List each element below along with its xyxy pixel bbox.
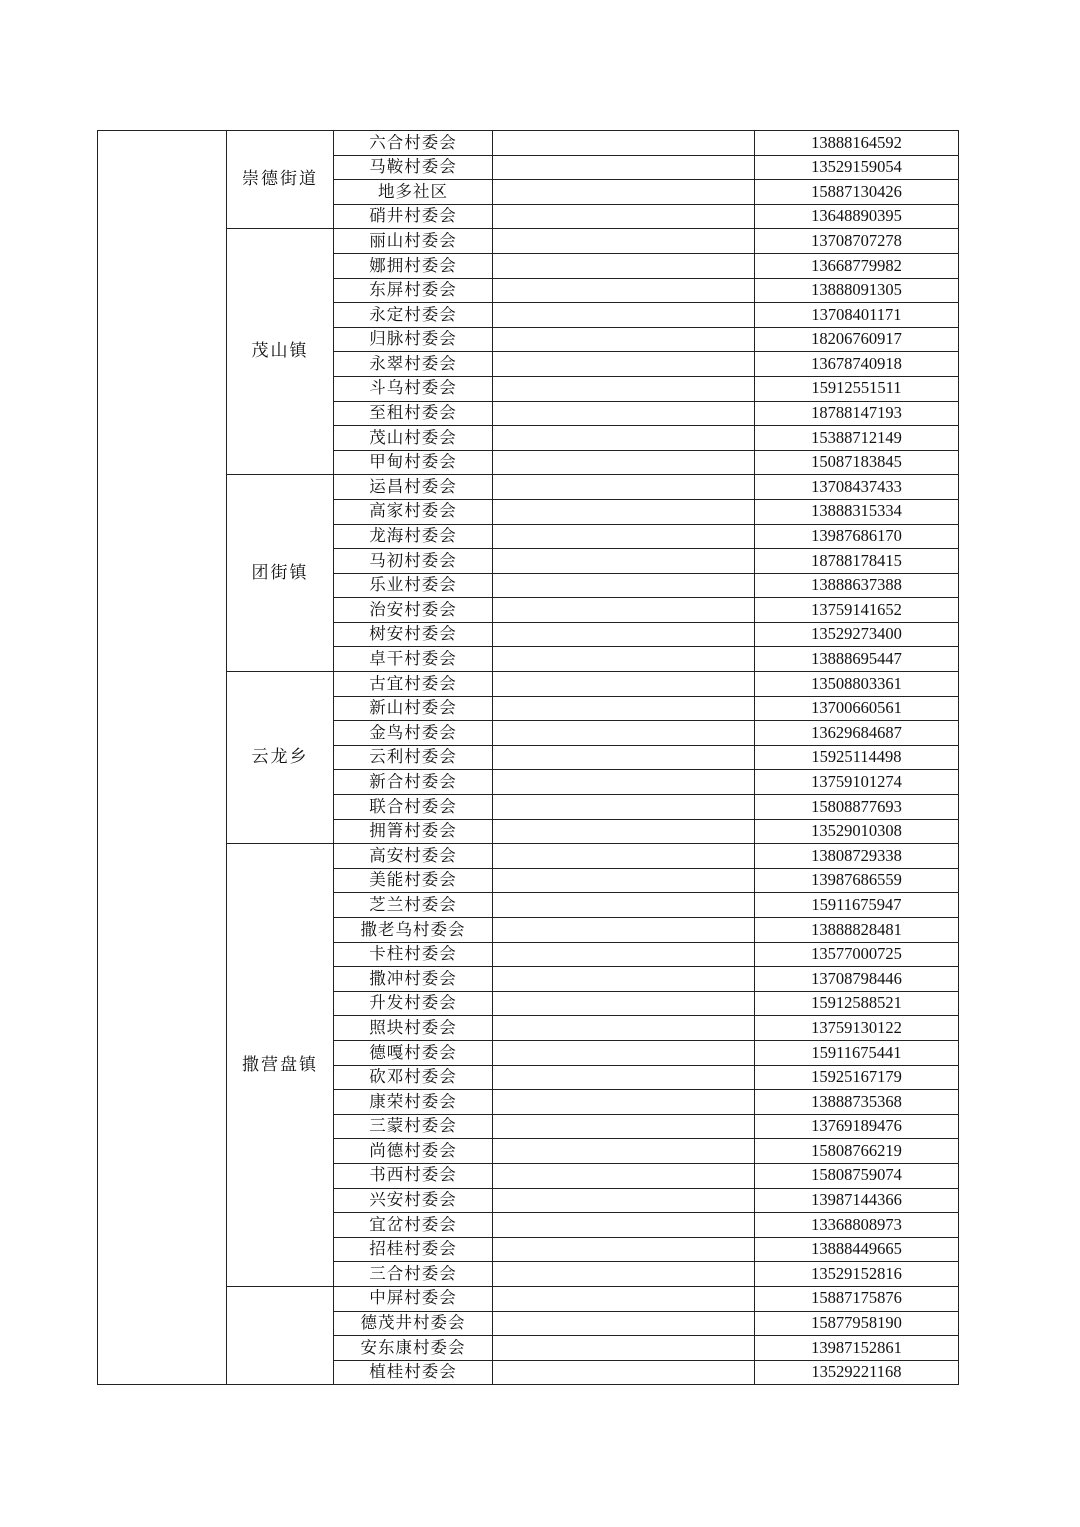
empty-cell bbox=[493, 1090, 755, 1115]
empty-cell bbox=[493, 524, 755, 549]
phone-number-cell: 13987144366 bbox=[755, 1188, 959, 1213]
phone-number-cell: 18206760917 bbox=[755, 327, 959, 352]
region-cell bbox=[98, 131, 227, 1385]
phone-number-cell: 13648890395 bbox=[755, 204, 959, 229]
village-name-cell: 硝井村委会 bbox=[334, 204, 493, 229]
village-name-cell: 马鞍村委会 bbox=[334, 155, 493, 180]
empty-cell bbox=[493, 1311, 755, 1336]
phone-number-cell: 13708798446 bbox=[755, 967, 959, 992]
phone-number-cell: 13759141652 bbox=[755, 598, 959, 623]
phone-number-cell: 15808766219 bbox=[755, 1139, 959, 1164]
phone-number-cell: 13529221168 bbox=[755, 1360, 959, 1385]
empty-cell bbox=[493, 549, 755, 574]
phone-number-cell: 13529273400 bbox=[755, 622, 959, 647]
village-name-cell: 招桂村委会 bbox=[334, 1237, 493, 1262]
phone-number-cell: 13708401171 bbox=[755, 303, 959, 328]
village-name-cell: 运昌村委会 bbox=[334, 475, 493, 500]
village-name-cell: 茂山村委会 bbox=[334, 426, 493, 451]
town-cell: 团街镇 bbox=[227, 475, 334, 672]
empty-cell bbox=[493, 696, 755, 721]
empty-cell bbox=[493, 303, 755, 328]
village-name-cell: 治安村委会 bbox=[334, 598, 493, 623]
empty-cell bbox=[493, 327, 755, 352]
village-name-cell: 古宜村委会 bbox=[334, 672, 493, 697]
phone-number-cell: 13888164592 bbox=[755, 131, 959, 156]
empty-cell bbox=[493, 1336, 755, 1361]
phone-number-cell: 13888735368 bbox=[755, 1090, 959, 1115]
phone-number-cell: 15877958190 bbox=[755, 1311, 959, 1336]
village-name-cell: 卓干村委会 bbox=[334, 647, 493, 672]
empty-cell bbox=[493, 844, 755, 869]
empty-cell bbox=[493, 573, 755, 598]
phone-number-cell: 13508803361 bbox=[755, 672, 959, 697]
phone-number-cell: 15087183845 bbox=[755, 450, 959, 475]
village-name-cell: 甲甸村委会 bbox=[334, 450, 493, 475]
empty-cell bbox=[493, 1213, 755, 1238]
phone-number-cell: 13888637388 bbox=[755, 573, 959, 598]
village-name-cell: 金鸟村委会 bbox=[334, 721, 493, 746]
table-row bbox=[98, 844, 959, 869]
empty-cell bbox=[493, 893, 755, 918]
town-cell: 撒营盘镇 bbox=[227, 844, 334, 1287]
phone-number-cell: 13888315334 bbox=[755, 499, 959, 524]
village-name-cell: 马初村委会 bbox=[334, 549, 493, 574]
phone-number-cell: 13700660561 bbox=[755, 696, 959, 721]
phone-number-cell: 15925167179 bbox=[755, 1065, 959, 1090]
empty-cell bbox=[493, 1139, 755, 1164]
contact-table bbox=[97, 130, 959, 1385]
phone-number-cell: 13888091305 bbox=[755, 278, 959, 303]
town-cell: 云龙乡 bbox=[227, 672, 334, 844]
empty-cell bbox=[493, 475, 755, 500]
empty-cell bbox=[493, 1360, 755, 1385]
phone-number-cell: 13987686170 bbox=[755, 524, 959, 549]
empty-cell bbox=[493, 376, 755, 401]
phone-number-cell: 13759101274 bbox=[755, 770, 959, 795]
phone-number-cell: 13529159054 bbox=[755, 155, 959, 180]
village-name-cell: 宜岔村委会 bbox=[334, 1213, 493, 1238]
village-name-cell: 照块村委会 bbox=[334, 1016, 493, 1041]
phone-number-cell: 13759130122 bbox=[755, 1016, 959, 1041]
empty-cell bbox=[493, 622, 755, 647]
empty-cell bbox=[493, 868, 755, 893]
empty-cell bbox=[493, 672, 755, 697]
village-name-cell: 东屏村委会 bbox=[334, 278, 493, 303]
phone-number-cell: 13529010308 bbox=[755, 819, 959, 844]
empty-cell bbox=[493, 598, 755, 623]
empty-cell bbox=[493, 819, 755, 844]
village-name-cell: 德嘎村委会 bbox=[334, 1040, 493, 1065]
village-name-cell: 撒冲村委会 bbox=[334, 967, 493, 992]
table-row bbox=[98, 131, 959, 156]
empty-cell bbox=[493, 401, 755, 426]
village-name-cell: 龙海村委会 bbox=[334, 524, 493, 549]
empty-cell bbox=[493, 278, 755, 303]
village-name-cell: 归脉村委会 bbox=[334, 327, 493, 352]
village-name-cell: 联合村委会 bbox=[334, 795, 493, 820]
phone-number-cell: 13987152861 bbox=[755, 1336, 959, 1361]
village-name-cell: 娜拥村委会 bbox=[334, 253, 493, 278]
empty-cell bbox=[493, 155, 755, 180]
empty-cell bbox=[493, 647, 755, 672]
village-name-cell: 新合村委会 bbox=[334, 770, 493, 795]
village-name-cell: 卡柱村委会 bbox=[334, 942, 493, 967]
village-name-cell: 书西村委会 bbox=[334, 1163, 493, 1188]
empty-cell bbox=[493, 1065, 755, 1090]
empty-cell bbox=[493, 1163, 755, 1188]
phone-number-cell: 15911675947 bbox=[755, 893, 959, 918]
village-name-cell: 兴安村委会 bbox=[334, 1188, 493, 1213]
phone-number-cell: 13668779982 bbox=[755, 253, 959, 278]
empty-cell bbox=[493, 426, 755, 451]
village-name-cell: 三合村委会 bbox=[334, 1262, 493, 1287]
empty-cell bbox=[493, 1237, 755, 1262]
phone-number-cell: 15912551511 bbox=[755, 376, 959, 401]
village-name-cell: 植桂村委会 bbox=[334, 1360, 493, 1385]
phone-number-cell: 15925114498 bbox=[755, 745, 959, 770]
empty-cell bbox=[493, 1016, 755, 1041]
phone-number-cell: 15912588521 bbox=[755, 991, 959, 1016]
phone-number-cell: 18788178415 bbox=[755, 549, 959, 574]
empty-cell bbox=[493, 942, 755, 967]
empty-cell bbox=[493, 229, 755, 254]
village-name-cell: 升发村委会 bbox=[334, 991, 493, 1016]
empty-cell bbox=[493, 1114, 755, 1139]
empty-cell bbox=[493, 131, 755, 156]
phone-number-cell: 13529152816 bbox=[755, 1262, 959, 1287]
town-cell: 茂山镇 bbox=[227, 229, 334, 475]
empty-cell bbox=[493, 991, 755, 1016]
village-name-cell: 尚德村委会 bbox=[334, 1139, 493, 1164]
table-row bbox=[98, 229, 959, 254]
table-row bbox=[98, 475, 959, 500]
village-name-cell: 安东康村委会 bbox=[334, 1336, 493, 1361]
phone-number-cell: 13708437433 bbox=[755, 475, 959, 500]
phone-number-cell: 18788147193 bbox=[755, 401, 959, 426]
phone-number-cell: 15388712149 bbox=[755, 426, 959, 451]
village-name-cell: 拥箐村委会 bbox=[334, 819, 493, 844]
phone-number-cell: 13808729338 bbox=[755, 844, 959, 869]
empty-cell bbox=[493, 745, 755, 770]
empty-cell bbox=[493, 1262, 755, 1287]
empty-cell bbox=[493, 770, 755, 795]
village-name-cell: 丽山村委会 bbox=[334, 229, 493, 254]
empty-cell bbox=[493, 253, 755, 278]
empty-cell bbox=[493, 450, 755, 475]
village-name-cell: 康荣村委会 bbox=[334, 1090, 493, 1115]
village-name-cell: 新山村委会 bbox=[334, 696, 493, 721]
contact-table-body bbox=[98, 131, 959, 1385]
village-name-cell: 乐业村委会 bbox=[334, 573, 493, 598]
phone-number-cell: 13769189476 bbox=[755, 1114, 959, 1139]
phone-number-cell: 13577000725 bbox=[755, 942, 959, 967]
phone-number-cell: 15887130426 bbox=[755, 180, 959, 205]
village-name-cell: 树安村委会 bbox=[334, 622, 493, 647]
phone-number-cell: 13629684687 bbox=[755, 721, 959, 746]
phone-number-cell: 13888449665 bbox=[755, 1237, 959, 1262]
phone-number-cell: 15808877693 bbox=[755, 795, 959, 820]
phone-number-cell: 13678740918 bbox=[755, 352, 959, 377]
village-name-cell: 高安村委会 bbox=[334, 844, 493, 869]
empty-cell bbox=[493, 1188, 755, 1213]
village-name-cell: 永翠村委会 bbox=[334, 352, 493, 377]
village-name-cell: 撒老乌村委会 bbox=[334, 918, 493, 943]
village-name-cell: 德茂井村委会 bbox=[334, 1311, 493, 1336]
village-name-cell: 美能村委会 bbox=[334, 868, 493, 893]
village-name-cell: 至租村委会 bbox=[334, 401, 493, 426]
village-name-cell: 地多社区 bbox=[334, 180, 493, 205]
empty-cell bbox=[493, 967, 755, 992]
empty-cell bbox=[493, 352, 755, 377]
empty-cell bbox=[493, 204, 755, 229]
phone-number-cell: 13987686559 bbox=[755, 868, 959, 893]
village-name-cell: 云利村委会 bbox=[334, 745, 493, 770]
town-cell bbox=[227, 1286, 334, 1384]
empty-cell bbox=[493, 795, 755, 820]
village-name-cell: 永定村委会 bbox=[334, 303, 493, 328]
town-cell: 崇德街道 bbox=[227, 131, 334, 229]
phone-number-cell: 15808759074 bbox=[755, 1163, 959, 1188]
phone-number-cell: 13888695447 bbox=[755, 647, 959, 672]
table-row bbox=[98, 1286, 959, 1311]
village-name-cell: 三蒙村委会 bbox=[334, 1114, 493, 1139]
phone-number-cell: 13888828481 bbox=[755, 918, 959, 943]
empty-cell bbox=[493, 721, 755, 746]
phone-number-cell: 15911675441 bbox=[755, 1040, 959, 1065]
phone-number-cell: 13708707278 bbox=[755, 229, 959, 254]
empty-cell bbox=[493, 1286, 755, 1311]
empty-cell bbox=[493, 1040, 755, 1065]
phone-number-cell: 15887175876 bbox=[755, 1286, 959, 1311]
empty-cell bbox=[493, 499, 755, 524]
village-name-cell: 斗乌村委会 bbox=[334, 376, 493, 401]
empty-cell bbox=[493, 918, 755, 943]
village-name-cell: 砍邓村委会 bbox=[334, 1065, 493, 1090]
empty-cell bbox=[493, 180, 755, 205]
village-name-cell: 六合村委会 bbox=[334, 131, 493, 156]
village-name-cell: 高家村委会 bbox=[334, 499, 493, 524]
village-name-cell: 芝兰村委会 bbox=[334, 893, 493, 918]
village-name-cell: 中屏村委会 bbox=[334, 1286, 493, 1311]
phone-number-cell: 13368808973 bbox=[755, 1213, 959, 1238]
table-row bbox=[98, 672, 959, 697]
